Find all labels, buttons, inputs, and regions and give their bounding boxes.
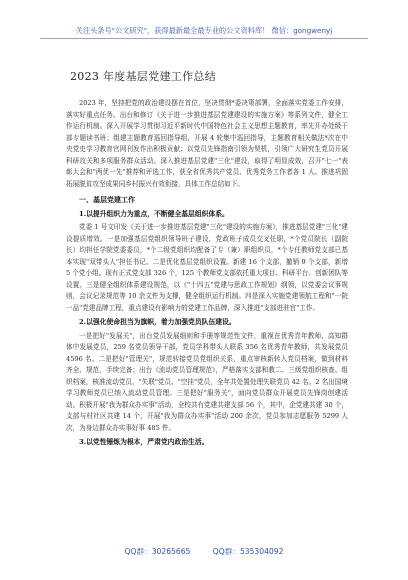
qq-group-1: QQ群：30265665 bbox=[124, 547, 191, 556]
intro-paragraph: 2023 年，坚持把党的政治建设摆在首位，坚决贯彻*委决策部署，全面落实党委工作安排，落实好重点任务。出台和修订《关于进一步推进基层党建建设的实施方案》等系列文件，健全工作运行机制。深入开展学习贯彻习近平新时代中国特色社会主义思想主题教育，率先开办处级干部专题读书班；组建主题教育巡回指导组，开展 4 轮集中巡回指导，主题教育相关做法*次在中央党史学习教育官网刊发作出积极贡献；以党员先锋指南引领为契机，引领广大研究生党员开展科研攻关和多项服务群众活动。深入推进基层党建"三化"建设，取得了明显成效，召开"七一"表彰大会和"两优一先"推荐和评选工作，获全省优秀共产党员、优秀党务工作者各 1 人。推进巩固拓展脱贫攻坚成果同乡村振兴有效衔接，具体工作总结如下。 bbox=[66, 99, 348, 188]
promo-banner: 关注头条号"公文研究"，获得最新最全最专业的公文资料库！ 微信：gongwenyj bbox=[75, 26, 333, 35]
qq-group-2: QQ群：535304092 bbox=[212, 547, 284, 556]
section-heading: 一、基层党建工作 bbox=[79, 195, 135, 204]
body-paragraph: 党委 1 号文印发《关于进一步推进基层党建"三化"建设的实施方案》，推进基层党建"三化"建设提质增效。一是加强基层党组织领导班子建设，党政班子成员交叉任职，*个党员院长（副院长）均担任学院党委委员，*个二级党组织均配备了专（兼）职组织员，*个专任教师党支部已基本实现"双带头人"担任书记。二是优化基层党组织设置。新建 16 个支部，撤销 9 个支部，新增 5 个党小组。现有正式党支部 326 个，125 个教师党支部依托重大项目、科研平台、创新团队等设置。三是健全组织体系建设规范，以《"十四五"党建与思政工作规划》纲领，以党委会议事规则，会议记录规范等 10 余文件为支撑，健全组织运行机制。四是深入实施党建领航工程和"一院一品"党建品牌工程，重点建设有影响力的党建工作品牌，深入推进"支部进驻官"工作。 bbox=[66, 223, 348, 312]
document-body bbox=[66, 98, 348, 451]
subsection-heading: 3.以党性锤炼为根本，严肃党内政治生活。 bbox=[79, 438, 209, 446]
subsection-heading: 2.以强化使命担当为旗帜，着力加强党员队伍建设。 bbox=[79, 318, 236, 326]
subsection-heading: 1.以提升组织力为重点，不断健全基层组织体系。 bbox=[79, 209, 229, 218]
header-divider bbox=[40, 38, 368, 39]
footer-contact bbox=[0, 546, 408, 557]
body-paragraph: 一是把好"发展关"，出台党员发展细则和手册等规范性文件，重视在优秀青年教师、高知群体中发展党员，259 名党员领导干部，党员学科带头人联系 356 名优秀青年教师，共发展党员 4596 名。二是把好"管理关"，规范转接党员党组织关系，重点审核新转入党员档案，做到材料齐全、规范，手续完备；出台《流动党员管理规范》，严格落实支部和教二、三级党组织核查、组织档案，核准流动党员、"失联"党员、"空挂"党员，全年共处置处理失联党员 42 名。2 名出国境学习教师党员已纳入流动党员管理。三是把好"服务关"，面向党员群众开展党员先锋岗创建活动。积极开展"我为群众办实事"活动，全校共有党建共建支部 56 个，其中，企党建共建 30 个，支部与村社区共建 14 个，开展"我为群众办实事"活动 200 余次，党员参加志愿服务 5299 人次，为身边群众办实事好事 485 件。 bbox=[66, 331, 348, 432]
document-title: 2023 年度基层党建工作总结 bbox=[70, 70, 216, 83]
